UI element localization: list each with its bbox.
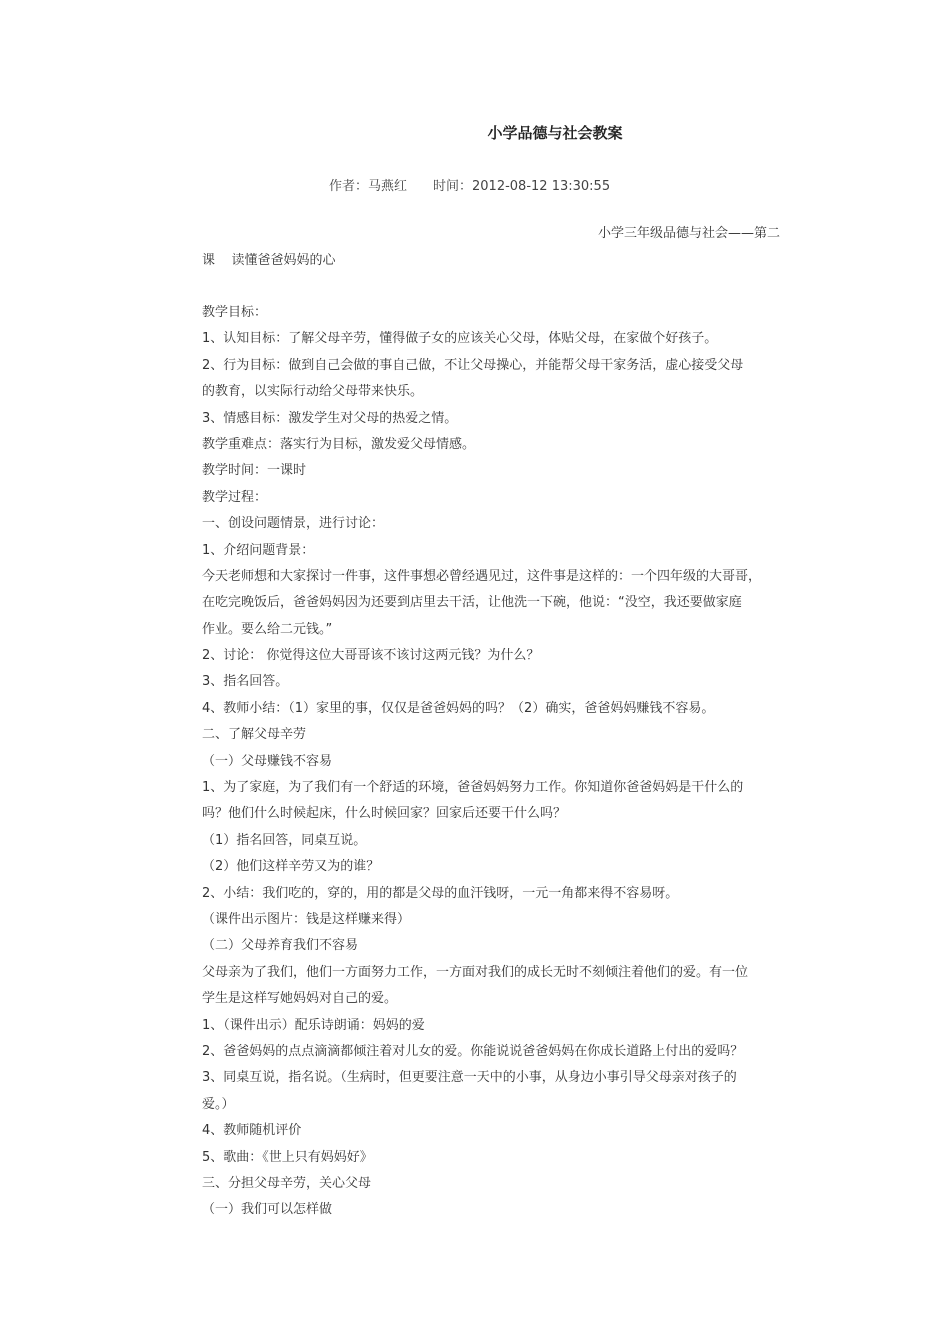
body-line: 3、指名回答。: [202, 674, 289, 690]
body-line: 教学过程：: [202, 489, 268, 505]
lesson-heading-line2: 课 读懂爸爸妈妈的心: [202, 253, 336, 268]
body-line: 1、认知目标：了解父母辛劳，懂得做子女的应该关心父母，体贴父母，在家做个好孩子。: [202, 331, 718, 347]
body-line: 吗？他们什么时候起床，什么时候回家？回家后还要干什么吗？: [202, 806, 567, 822]
body-line: 3、情感目标：激发学生对父母的热爱之情。: [202, 410, 458, 426]
body-line: 3、同桌互说，指名说。（生病时，但更要注意一天中的小事，从身边小事引导父母亲对孩子的: [202, 1070, 737, 1086]
body-line: 作业。要么给二元钱。”: [202, 621, 333, 637]
timestamp: 时间：2012-08-12 13:30:55: [433, 179, 611, 194]
body-line: （一）父母赚钱不容易: [202, 753, 333, 769]
body-line: （1）指名回答，同桌互说。: [202, 832, 367, 848]
body-line: 学生是这样写她妈妈对自己的爱。: [202, 991, 398, 1007]
author: 作者：马燕红: [329, 179, 408, 194]
body-line: 2、行为目标：做到自己会做的事自己做，不让父母操心，并能帮父母干家务活，虚心接受父母: [202, 357, 744, 373]
body-line: 2、爸爸妈妈的点点滴滴都倾注着对儿女的爱。你能说说爸爸妈妈在你成长道路上付出的爱吗？: [202, 1043, 744, 1059]
body-line: 2、讨论： 你觉得这位大哥哥该不该讨这两元钱？为什么？: [202, 648, 540, 664]
body-line: 在吃完晚饭后，爸爸妈妈因为还要到店里去干活，让他洗一下碗，他说：“没空，我还要做家庭: [202, 595, 742, 611]
body-line: 教学目标：: [202, 305, 268, 320]
body-line: 爱。）: [202, 1096, 235, 1112]
body-line: 4、教师小结：（1）家里的事，仅仅是爸爸妈妈的吗？（2）确实，爸爸妈妈赚钱不容易。: [202, 700, 715, 716]
doc-title: 小学品德与社会教案: [487, 124, 623, 142]
body-line: 1、为了家庭，为了我们有一个舒适的环境，爸爸妈妈努力工作。你知道你爸爸妈妈是干什么的: [202, 780, 744, 796]
body-line: （2）他们这样辛劳又为的谁？: [202, 859, 380, 875]
body-line: 教学时间：一课时: [202, 463, 307, 479]
body-line: 父母亲为了我们，他们一方面努力工作，一方面对我们的成长无时不刻倾注着他们的爱。有一位: [202, 964, 749, 980]
body-line: 一、创设问题情景，进行讨论：: [202, 516, 385, 532]
body-line: 1、介绍问题背景：: [202, 542, 315, 558]
body-line: 5、歌曲：《世上只有妈妈好》: [202, 1149, 373, 1165]
doc-body: [202, 300, 814, 1224]
body-line: 2、小结：我们吃的，穿的，用的都是父母的血汗钱呀，一元一角都来得不容易呀。: [202, 885, 679, 901]
body-line: 4、教师随机评价: [202, 1123, 302, 1139]
body-line: （课件出示图片：钱是这样赚来得）: [202, 911, 411, 927]
body-line: 三、分担父母辛劳，关心父母: [202, 1175, 372, 1191]
body-line: 1、（课件出示）配乐诗朗诵：妈妈的爱: [202, 1017, 425, 1033]
lesson-heading-line1: 小学三年级品德与社会——第二: [598, 226, 781, 241]
doc-meta: [329, 175, 610, 194]
body-line: 二、了解父母辛劳: [202, 727, 307, 743]
body-line: 教学重难点：落实行为目标，激发爱父母情感。: [202, 436, 476, 452]
body-line: 今天老师想和大家探讨一件事，这件事想必曾经遇见过，这件事是这样的：一个四年级的大哥哥，: [202, 568, 762, 584]
body-line: （一）我们可以怎样做: [202, 1202, 333, 1218]
body-line: 的教育，以实际行动给父母带来快乐。: [202, 384, 424, 400]
body-line: （二）父母养育我们不容易: [202, 938, 359, 954]
